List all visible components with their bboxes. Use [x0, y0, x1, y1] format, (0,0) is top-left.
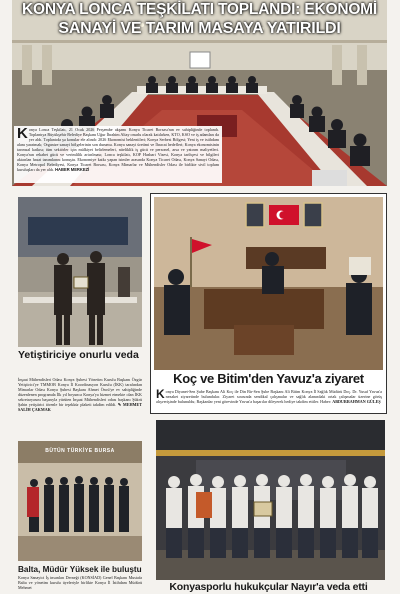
left-story-2-text: Konya Sanayici İş insanları Derneği (KONSİAD) Genel Başkanı Mustafa Balta ve yönetim kurulu üyeleriyle birlikte Konya İl İstihdam Müdürü Mehmet — [18, 575, 142, 590]
left-story-1-text — [18, 377, 142, 412]
group-visit-illustration — [18, 441, 142, 561]
top-story-byline: HABER MERKEZİ — [55, 167, 90, 172]
right-story-1-text — [156, 389, 382, 404]
right-story-1-headline: Koç ve Bitim'den Yavuz'a ziyaret — [173, 371, 364, 386]
right-story-1-photo — [154, 197, 383, 370]
right-story-2-photo — [156, 420, 385, 580]
top-story-dropcap: K — [17, 126, 28, 142]
top-story-lead-text: onya Lonca Teşkilatı, 21 Ocak 2026 Perşembe akşamı Konya Ticaret Borsası'nın ev sahipliğinde toplandı. Toplantıya Büyükşehir Belediye Başkanı Uğur İbrahim Altay onurlu olarak katılırken, KTO, KSO ve iş adamları da yer aldı. Toplantıda şu konular ele alındı: 2026 Ekonomisi beklentileri; Konya Serbest Bölgesi; Yeni iş ve istihdam alanı yaratmak; Organize sanayi bölgelerinin son durumu. Konya sanayi üretimi ve İhracat hedefleri; Konya ekonomisinin tarımsal katkısı; tüm sektörler için mülkiyet belirlemeleri, niteliklik iş gücü ve personel, arsa ve yatırım maliyetleri. Konya'nın rekabet gücü ve verimlilik artırılması; Lonca teşkilatı, KOP Hasbari Vizesi, Konya tarihçesi ve bilgileri aktarılan hasat tanımlarını konuştu. Ekonomiye katkı yapan isimler arasında Konya Ticaret Odası, Konya Sanayi Odası, Konya Metropol Belediyesi, Konya Ticaret Borsası, Konya Mimarlar ve Mühendisler Odası ile birlikte sivil toplum kuruluşları da yer aldı. — [17, 127, 219, 172]
top-story-lead — [14, 126, 222, 183]
top-story-headline-line2: SANAYİ VE TARIM MASAYA YATIRILDI — [58, 20, 341, 37]
left-story-1-byline-name: MEHMET SALİH ÇAKMAK — [18, 402, 142, 412]
left-story-1-headline: Yetiştiriciye onurlu veda — [18, 349, 139, 361]
left-story-1-body: İnşaat Mühendisleri Odası Konya Şubesi Yönetim Kurulu Başkanı Özgür Yetiştirici'ye TMMOB Konya İl Koordinasyon Kurulu (İKK) tarafından Mimarlar Odası Konya Şubesi Başkanı Ahmet Öncü'ye ev sahipliğinde düzenlenen programda İlk yıl boyunca Konya'ya hizmet etmekte olan İKK sekretaryasını başarıyla yürüten İnşaat Mühendisleri odası başkanı Şükrü Şahin yetiştirici törenle bir teşekkür plaketi takdim edildi. — [18, 377, 142, 407]
left-story-2-headline: Balta, Müdür Yüksek ile buluştu — [18, 565, 142, 574]
left-story-2-banner: BÜTÜN TÜRKİYE BURSA — [45, 448, 115, 454]
top-story-headline-line1: KONYA LONCA TEŞKİLATI TOPLANDI: EKONOMİ — [21, 1, 378, 18]
award-ceremony-illustration — [18, 197, 142, 347]
left-story-1-byline: ✎ MEHMET SALİH ÇAKMAK — [18, 402, 142, 412]
right-story-1-byline-prefix: Haber: — [320, 399, 333, 404]
right-story-1-body: onya Diyanet-Sen Şube Başkanı Ali Koç ile Din Bir-Sen Şube Başkanı Ali Bitim Konya İl Sağlık Müdürü Doç. Dr. Yusuf Yavuz'a nezaket ziyaretinde bulundular. Ziyaret sırasında sendikal çalışmalar ve sağlık alanındaki ortak çalışmalar üzerine görüş alışverişinde bulunuldu; Başkanlar yeni görevinde Yavuz'a başarılar dileyerek hediye takdim ettiler. — [156, 389, 382, 404]
office-visit-illustration — [154, 197, 383, 370]
left-story-2-photo — [18, 441, 142, 561]
farewell-group-illustration — [156, 420, 385, 580]
right-story-1-dropcap: K — [156, 387, 165, 401]
right-story-1-byline: ABDURRAHMAN GÜLEŞ — [332, 399, 381, 404]
right-story-2-headline: Konyasporlu hukukçular Nayır'a veda etti — [169, 581, 368, 593]
left-story-1-photo — [18, 197, 142, 347]
